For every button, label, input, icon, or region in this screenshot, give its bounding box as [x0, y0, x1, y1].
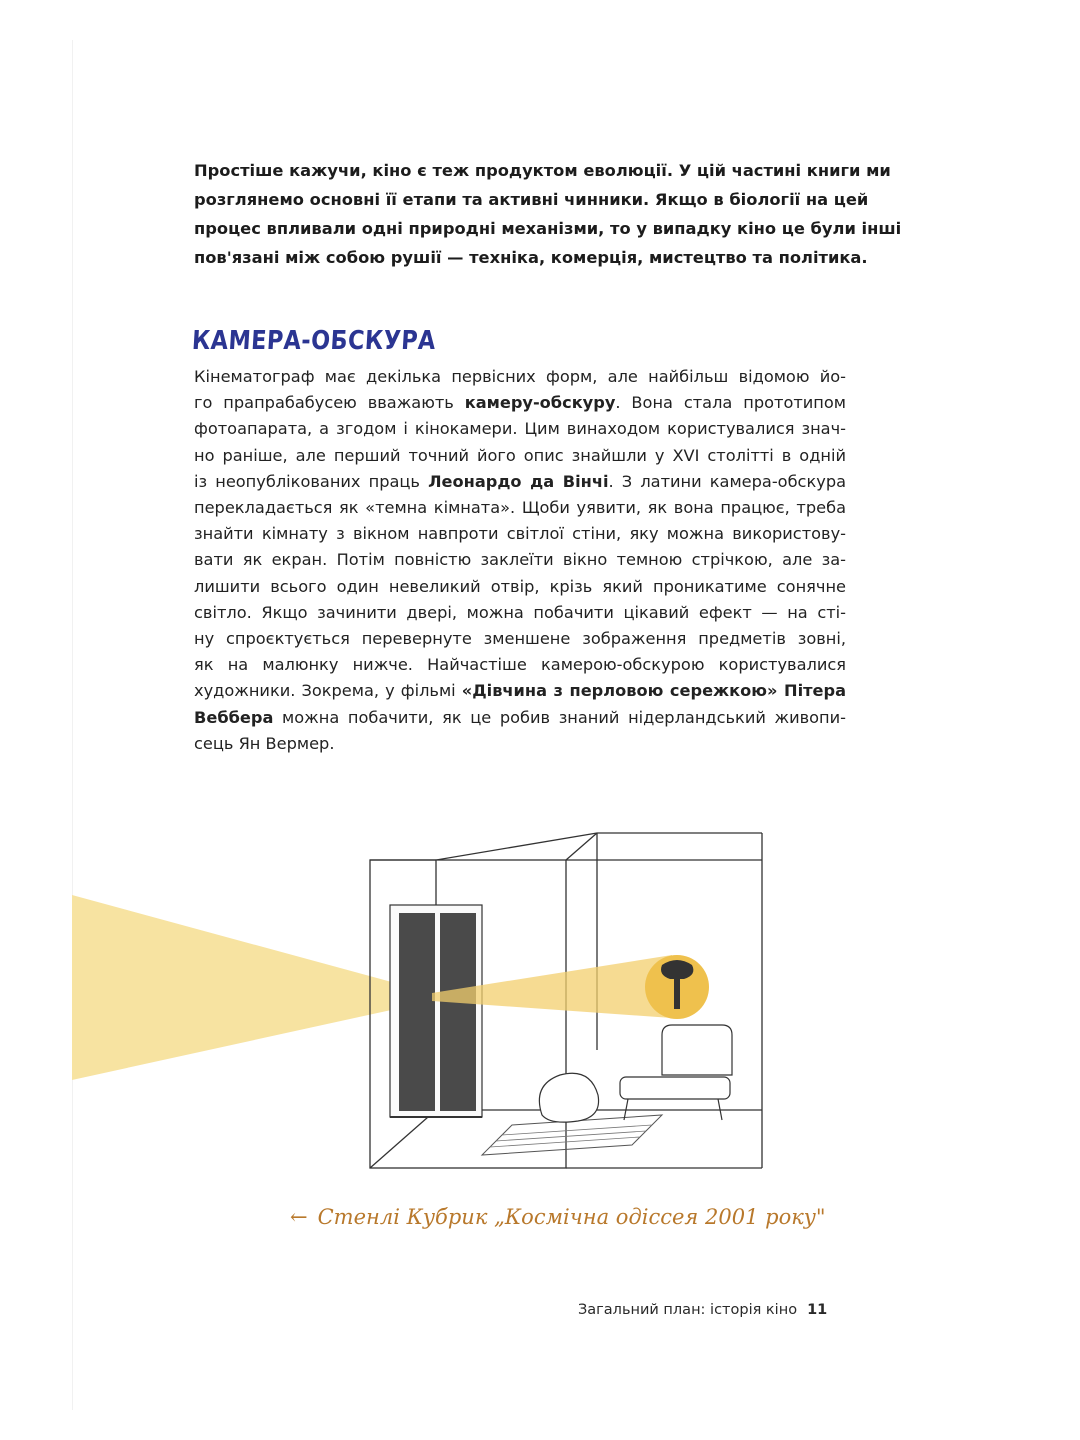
intro-line: розглянемо основні її етапи та активні чинники. Якщо в біології на цей — [194, 190, 869, 209]
body-line: ну спроєктується перевернуте зменшене зображення предметів зовні, — [194, 629, 846, 649]
name-leonardo: Леонардо да Вінчі — [428, 471, 609, 491]
window — [390, 905, 482, 1117]
page-footer — [578, 1302, 827, 1318]
body-line: фотоапарата, а згодом і кінокамери. Цим винаходом користувалися знач- — [194, 419, 846, 439]
body-line: художники. Зокрема, у фільмі «Дівчина з перловою сережкою» Пітера — [194, 681, 846, 701]
illustration-caption — [290, 1205, 826, 1229]
section-body — [194, 364, 846, 757]
arrow-left-icon: ← — [290, 1205, 308, 1229]
body-line: Веббера можна побачити, як це робив знаний нідерландський живопи- — [194, 707, 846, 727]
term-camera-obscura: камеру-обскуру — [464, 393, 616, 413]
body-line: но раніше, але перший точний його опис знайшли у XVI столітті в одній — [194, 445, 846, 465]
body-line: із неопублікованих праць Леонардо да Вінчі. З латини камера-обскура — [194, 471, 847, 491]
film-title: «Дівчина з перловою сережкою» Пітера — [461, 681, 846, 701]
page-number: 11 — [807, 1302, 828, 1318]
body-line: світло. Якщо зачинити двері, можна побачити цікавий ефект — на сті- — [194, 602, 846, 622]
body-line: перекладається як «темна кімната». Щоби уявити, як вона працює, треба — [194, 498, 846, 518]
caption-text: Стенлі Кубрик „Космічна одіссея 2001 року" — [317, 1205, 826, 1229]
running-title: Загальний план: історія кіно — [578, 1302, 798, 1318]
intro-line: Простіше кажучи, кіно є теж продуктом еволюції. У цій частині книги ми — [194, 161, 891, 180]
body-line: лишити всього один невеликий отвір, крізь який проникатиме сонячне — [194, 576, 846, 596]
body-line: знайти кімнату з вікном навпроти світлої стіни, яку можна використову- — [194, 524, 846, 544]
director-name: Веббера — [194, 707, 274, 727]
body-line: як на малюнку нижче. Найчастіше камерою-обскурою користувалися — [194, 655, 846, 675]
body-line: го прапрабабусею вважають камеру-обскуру. Вона стала прототипом — [194, 393, 846, 413]
body-line: сець Ян Вермер. — [194, 733, 335, 753]
intro-line: пов'язані між собою рушії — техніка, комерція, мистецтво та політика. — [194, 248, 868, 267]
section-heading: КАМЕРА-ОБСКУРА — [191, 326, 437, 356]
outside-light-beam — [72, 895, 432, 1080]
intro-paragraph — [194, 156, 902, 272]
body-line: Кінематограф має декілька первісних форм, але найбільш відомою йо- — [194, 367, 846, 386]
bean-bag — [539, 1073, 598, 1122]
armchair — [620, 1025, 732, 1120]
camera-obscura-illustration — [72, 815, 792, 1185]
body-line: вати як екран. Потім повністю заклеїти вікно темною стрічкою, але за- — [194, 550, 846, 570]
intro-line: процес впливали одні природні механізми, то у випадку кіно це були інші — [194, 219, 902, 238]
page-edge — [72, 40, 73, 1410]
